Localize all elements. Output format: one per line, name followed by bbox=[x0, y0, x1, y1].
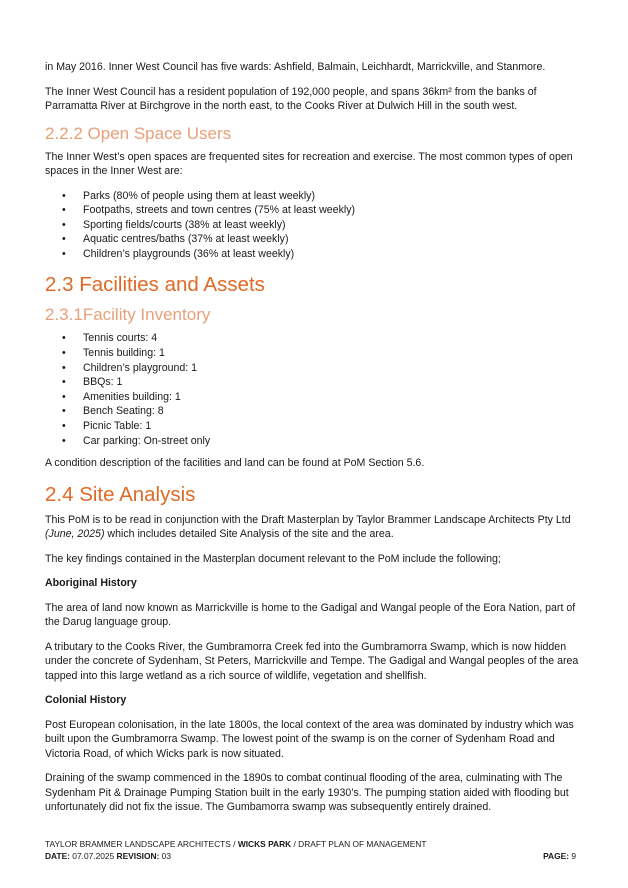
list-item: • Picnic Table: 1 bbox=[45, 419, 590, 434]
open-space-list bbox=[45, 189, 590, 262]
site-analysis-paragraph-1 bbox=[45, 513, 590, 542]
list-item: • Aquatic centres/baths (37% at least weekly) bbox=[45, 232, 590, 247]
list-item: • Tennis courts: 4 bbox=[45, 331, 590, 346]
footer-revision: 03 bbox=[159, 851, 172, 861]
heading-site-analysis: 2.4 Site Analysis bbox=[45, 482, 196, 506]
masterplan-date: (June, 2025) bbox=[45, 528, 105, 541]
aboriginal-paragraph-2: A tributary to the Cooks River, the Gumbramorra Creek fed into the Gumbramorra Swamp, which is now hidden under the concrete of Sydenham, St Peters, Marrickville and Tempe. The Gadigal and Wangal peoples of the area tapped into this large wetland as a rich source of wildlife, vegetation and shellfish. bbox=[45, 640, 579, 682]
footer-revision-label: REVISION: bbox=[116, 851, 160, 861]
text-span: which includes detailed Site Analysis of the site and the area. bbox=[104, 528, 394, 541]
intro-paragraph-2: The Inner West Council has a resident population of 192,000 people, and spans 36km² from the banks of Parramatta River at Birchgrove in the north east, to the Cooks River at Dulwich Hill in the south west. bbox=[45, 85, 537, 112]
footer-project: WICKS PARK bbox=[237, 839, 292, 849]
list-item: • Children’s playgrounds (36% at least weekly) bbox=[45, 247, 590, 262]
footer-page-number bbox=[543, 850, 576, 862]
list-item: • Footpaths, streets and town centres (75% at least weekly) bbox=[45, 203, 590, 218]
intro-paragraph-1: in May 2016. Inner West Council has five wards: Ashfield, Balmain, Leichhardt, Marrickville, and Stanmore. bbox=[45, 61, 546, 73]
text-span: This PoM is to be read in conjunction with the Draft Masterplan by Taylor Brammer Landscape Architects Pty Ltd bbox=[45, 513, 571, 526]
heading-aboriginal-history: Aboriginal History bbox=[45, 577, 137, 590]
heading-colonial-history: Colonial History bbox=[45, 694, 127, 707]
footer-date-label: DATE: bbox=[45, 851, 70, 861]
page-content bbox=[45, 60, 590, 825]
footer-separator: / bbox=[291, 839, 299, 849]
colonial-paragraph-1: Post European colonisation, in the late 1800s, the local context of the area was dominated by industry which was built upon the Gumbramorra Swamp. The lowest point of the swamp is on the corner of Sydenham Road and Victoria Road, of which Wicks park is now situated. bbox=[45, 718, 574, 760]
heading-facility-inventory: 2.3.1Facility Inventory bbox=[45, 305, 211, 325]
heading-open-space-users: 2.2.2 Open Space Users bbox=[45, 123, 232, 143]
footer-separator: / bbox=[230, 839, 238, 849]
footer-firm: TAYLOR BRAMMER LANDSCAPE ARCHITECTS bbox=[45, 839, 231, 849]
open-space-paragraph: The Inner West’s open spaces are frequented sites for recreation and exercise. The most common types of open spaces in the Inner West are: bbox=[45, 150, 573, 177]
heading-facilities-and-assets: 2.3 Facilities and Assets bbox=[45, 273, 265, 297]
list-item: • Parks (80% of people using them at least weekly) bbox=[45, 189, 590, 204]
page-footer bbox=[45, 838, 576, 862]
footer-document: DRAFT PLAN OF MANAGEMENT bbox=[298, 839, 427, 849]
list-item: • Sporting fields/courts (38% at least weekly) bbox=[45, 218, 590, 233]
footer-page-label: PAGE: bbox=[543, 851, 569, 861]
list-item: • Children’s playground: 1 bbox=[45, 361, 590, 376]
aboriginal-paragraph-1: The area of land now known as Marrickville is home to the Gadigal and Wangal people of the Eora Nation, part of the Darug language group. bbox=[45, 601, 576, 629]
list-item: • BBQs: 1 bbox=[45, 375, 590, 390]
list-item: • Bench Seating: 8 bbox=[45, 404, 590, 419]
footer-page: 9 bbox=[569, 851, 576, 861]
facilities-condition-paragraph: A condition description of the facilities and land can be found at PoM Section 5.6. bbox=[45, 457, 425, 470]
facility-inventory-list bbox=[45, 331, 590, 448]
site-analysis-paragraph-2: The key findings contained in the Masterplan document relevant to the PoM include the following; bbox=[45, 552, 501, 565]
colonial-paragraph-2: Draining of the swamp commenced in the 1890s to combat continual flooding of the area, culminating with The Sydenham Pit & Drainage Pumping Station built in the early 1930’s. The pumping station aided with flooding but unfortunately did not fix the issue. The Gumbamorra swamp was subsequently entirely drained. bbox=[45, 772, 569, 814]
list-item: • Car parking: On-street only bbox=[45, 434, 590, 449]
list-item: • Amenities building: 1 bbox=[45, 390, 590, 405]
footer-title-line bbox=[45, 838, 576, 850]
footer-date-revision bbox=[45, 850, 171, 862]
list-item: • Tennis building: 1 bbox=[45, 346, 590, 361]
footer-meta-row bbox=[45, 850, 576, 862]
footer-date: 07.07.2025 bbox=[69, 851, 117, 861]
